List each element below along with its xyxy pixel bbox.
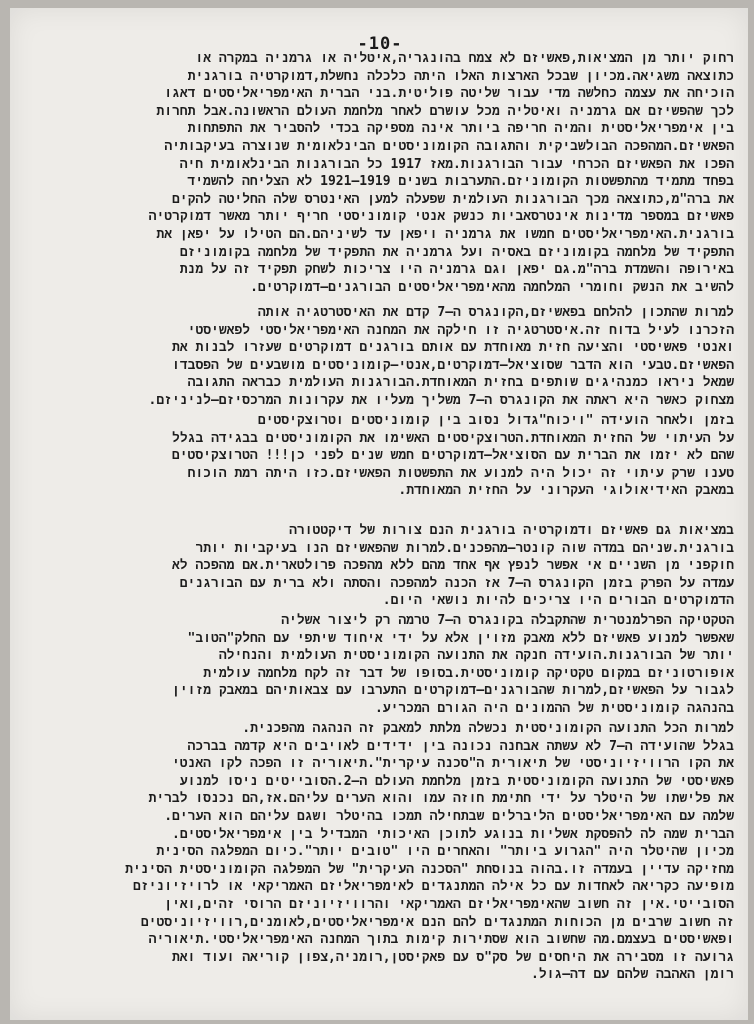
page-number: -10- — [357, 34, 403, 54]
paragraph-1 — [40, 50, 734, 296]
text-line: להשיב את הנשק וחומרי המלחמה מהאימפריאליסטים הבורגנים—דמוקרטים. — [250, 279, 734, 295]
paragraph-3 — [40, 412, 734, 500]
text-line: לגבור על הפאשיזם,למרות שהבורגנים—דמוקרטים התערבו עם צבאותיהם במאבק מזוין — [172, 683, 734, 699]
text-line: הברית שמה לה להפסקת אשליות בנוגע לתוכן האיכותי המבדיל בין אימפריאליסטים. — [172, 826, 734, 842]
paragraph-2 — [40, 304, 734, 410]
text-line: על העיתוי של החזית המאוחדת.הטרוצקיסטים האשימו את הקומוניסטים בבגידה בגלל — [172, 430, 734, 446]
text-line: הפכו את הפאשיזם הכרחי עבור הבורגנות.מאז 1917 כל הבורגנות הבינלאומית חיה — [179, 156, 734, 172]
text-line: הסובייטי.אין זה חשוב שהאימפריאליזם האמריקאי והרוויזיוניזם הרוסי זהים,ואין — [164, 896, 734, 912]
text-line: שהם לא יזמו את הברית עם הסוציאל—דמוקרטים חמש שנים לפני כן!!! הטרוצקיסטים — [171, 448, 734, 464]
text-line: בגלל שהועידה ה—7 לא עשתה אבחנה נכונה בין ידידים לאויבים היא קדמה בברכה — [187, 738, 734, 754]
text-line: הדמוקרטים הבורים היו צריכים להיות נושאי היום. — [382, 593, 734, 609]
text-line: טענו שרק עיתוי זה יכול היה למנוע את התפשטות הפאשיזם.כזו היתה רמת הוכוח — [187, 465, 734, 481]
text-line: בזמן ולאחר הועידה "ויכוח"גדול נסוב בין קומוניסטים וטרוצקיסטים — [257, 413, 734, 428]
text-line: יותר של הבורגנות.הועידה חנקה את התנועה הקומוניסטית העולמית והנחילה — [218, 648, 734, 664]
paragraph-4 — [40, 522, 734, 610]
document-page — [10, 8, 748, 1020]
text-line: גרועה זו מסבירה את היחסים של סק"ס עם פאקיסטן,רומניה,צפון קוריאה ועוד ואת — [171, 949, 734, 965]
text-line: באירופה והשמדת ברה"מ.גם יפאן וגם גרמניה היו צריכות לשחק תפקיד זה על מנת — [179, 262, 734, 278]
text-line: ואנטי פאשיסטי והציעה חזית מאוחדת עם אותם בורגנים דמוקרטים שעזרו לבנות את — [172, 340, 734, 356]
text-line: אופורטוניזם במקום טקטיקה קומוניסטית.בסופו של דבר זה לקח מלחמה עולמית — [203, 665, 734, 681]
text-line: שמאל ניראו כמנהיגים שותפים בחזית המאוחדת.הבורגנות העולמית כבראה התגובה — [187, 375, 734, 391]
text-line: מופיעה כקריאה לאחדות עם כל אילה המתנגדים לאימפריאליזם האמריקאי או לרויזיוניזם — [133, 879, 734, 895]
text-line: מחזיקה עדיין בעמדה זו.בהוה בנוסחת "הסכנה העיקרית" של המפלגה הקומוניסטית הסינית — [125, 861, 734, 877]
text-line: ופאשיסטים בעצמם.מה שחשוב הוא שסתירות קימות בתוך המחנה האימפריאליסטי.תיאוריה — [148, 932, 734, 948]
text-line: הפאשיזם.טבעי הוא הדבר שסוציאל—דמוקרטים,אנטי—קומוניסטים מושבעים של הפסבדו — [172, 357, 734, 373]
text-line: את ברה"מ,כתוצאה מכך הבורגנות העולמית שפעלה למען האינטרס שלה החליטה להקים — [172, 191, 734, 207]
text-line: בפחד מתמיד מהתפשטות הקומוניזם.התערבות בשנים 1919—1921 לא הצליחה להשמיד — [187, 174, 734, 190]
text-line: בורגנית.האימפריאליסטים חמשו את גרמניה ויפאן עד לשיניהם.הם הטילו על יפאן את — [156, 226, 734, 242]
text-line: הוכיחה את עצמה כחלשה מדי עבור שליטה פוליטית.בני הברית האימפריאליסטים דאגו — [164, 86, 734, 102]
text-line: בהנהגה קומוניסטית של ההמונים היה הגורם המכריע. — [374, 700, 734, 716]
text-line: פאשיסטי של התנועה הקומוניסטית בזמן מלחמת העולם ה—2.הסובייטים ניסו למנוע — [179, 773, 734, 789]
text-line: עמדה על הפרק בזמן הקונגרס ה—7 אז הכנה למהפכה והסתה ולא ברית עם הבורגנים — [179, 575, 734, 591]
text-line: הטקטיקה הפרלמנטרית שהתקבלה בקונגרס ה—7 טרמה רק ליצור אשליה — [281, 613, 734, 628]
text-line: הזכרנו לעיל בדוח זה.איסטרטגיה זו חילקה את המחנה האימפריאליסטי לפאשיסטי — [187, 322, 734, 338]
text-line: במאבק האידיאולוגי העקרוני על החזית המאוחדת. — [398, 483, 734, 499]
text-line: למרות שהתכון להלחם בפאשיזם,הקונגרס ה—7 קדם את האיסטרטגיה אותה — [257, 305, 734, 320]
text-line: למרות הכל התנועה הקומוניסטית נכשלה מלתת למאבק זה הנהגה מהפכנית. — [242, 721, 734, 736]
text-line: בורגנית.שניהם במדה שוה קונטר—מהפכנים.למרות שהפאשיזם הנו בעיקביות יותר — [195, 540, 734, 556]
paragraph-6 — [40, 720, 734, 984]
text-line: את הקו הרוויזיוניסטי של תיאורית ה"סכנה עיקרית".תיאוריה זו הפכה לקו האנטי — [171, 756, 734, 772]
text-line: חוקפני מן השניים אי אפשר לנפץ אף אחד מהם ללא מהפכה פרולטארית.אם מהפכה לא — [171, 558, 734, 574]
text-line: לכך שהפשיזם אם גרמניה ואיטליה מכל עושרם לאחר מלחמת העולם הראשונה.אבל תחרות — [156, 103, 734, 119]
text-line: רחוק יותר מן המציאות,פאשיזם לא צמח בהונגריה,איטליה או גרמניה במקרה או — [195, 51, 734, 66]
text-line: את פלישתו של היטלר על ידי חתימת חוזה עמו והוא הערים עליהם.אז,הם נכנסו לברית — [148, 791, 734, 807]
text-line: מצחוק כאשר היא ראתה את הקונגרס ה—7 משליך מעליו את עקרונות המרכסיזם—לניניזם. — [148, 392, 734, 408]
text-line: במציאות גם פאשיזם ודמוקרטיה בורגנית הנם צורות של דיקטטורה — [289, 523, 734, 538]
text-line: שאפשר למנוע פאשיזם ללא מאבק מזוין אלא על ידי איחוד שיתפי עם החלק"הטוב" — [187, 630, 734, 646]
text-line: רומן האהבה שלהם עם דה—גול. — [531, 967, 734, 983]
text-line: זה חשוב שרבים מן הכוחות המתנגדים להם הנם אימפריאליסטים,לאומנים,רוויזיוניסטים — [140, 914, 734, 930]
text-line: בין אימפריאליסטית והמיה חריפה ביותר אינה מספיקה בכדי להסביר את התפתחות — [187, 121, 734, 137]
text-line: פאשיזם במספר מדינות אינטרסאביות כנשק אנטי קומוניסטי חריף יותר מאשר דמוקרטיה — [148, 209, 734, 225]
text-line: התפקיד של מלחמה בקומוניזם באסיה ועל גרמניה את התפקיד של מלחמה בקומוניזם — [179, 244, 734, 260]
text-line: שלמה עם האימפריאליסטים הליברלים שבתחילה תמכו בהיטלר ושגם עליהם הוא הערים. — [164, 808, 734, 824]
text-line: כתוצאה משגיאה.מכיון שבכל הארצות האלו היתה כלכלה נחשלת,דמוקרטיה בורגנית — [187, 68, 734, 84]
text-line: הפאשיזם.המהפכה הבולשביקית והתגובה הקומוניסטים הבינלאומית שנוצרה בעיקבותיה — [164, 138, 734, 154]
text-line: מכיון שהיטלר היה "הגרוע ביותר" והאחרים היו "טובים יותר".כיום המפלגה הסינית — [156, 844, 734, 860]
paragraph-5 — [40, 612, 734, 718]
